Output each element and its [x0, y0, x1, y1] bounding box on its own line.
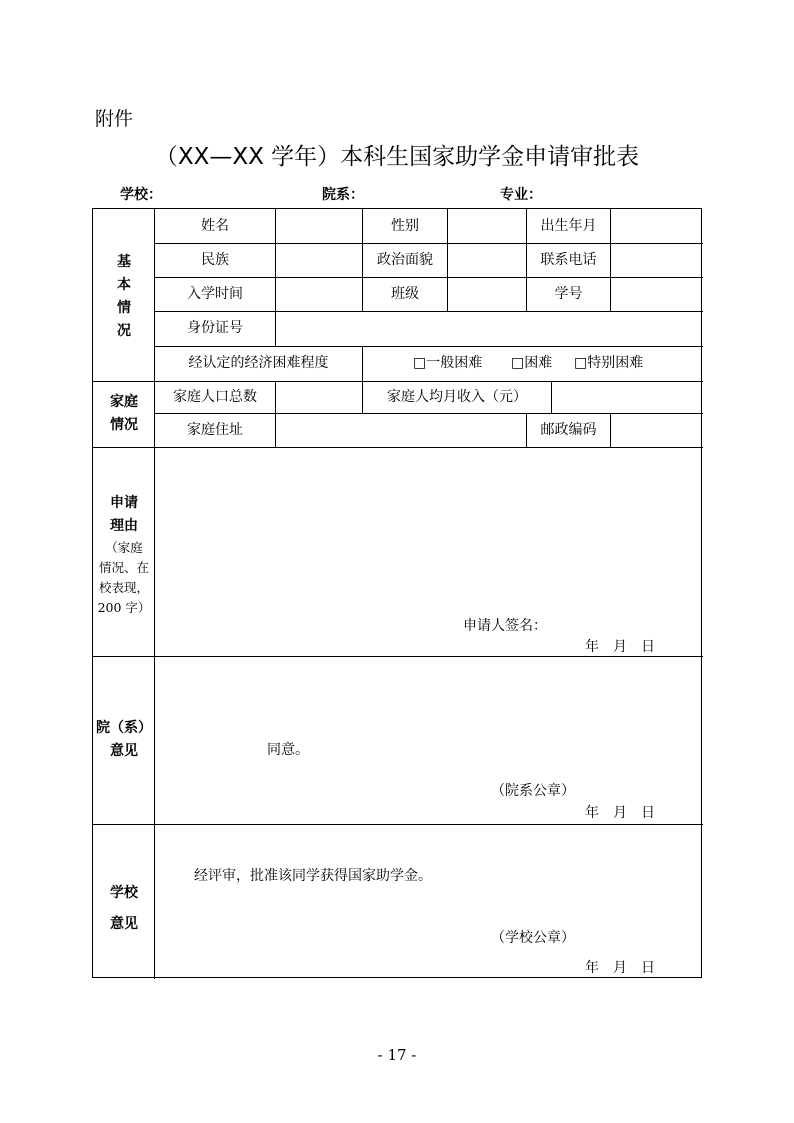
school-opinion-text: 经评审，批准该同学获得国家助学金。: [194, 868, 432, 884]
section-line: [93, 824, 703, 825]
col-line: [275, 209, 276, 346]
reason-note-line: 校表现，: [98, 580, 149, 595]
col-line: [551, 381, 552, 413]
school-opinion-label: [93, 878, 155, 940]
row-line: [155, 346, 703, 347]
label-phone: 联系电话: [540, 252, 597, 268]
col-line: [275, 381, 276, 447]
col-line: [362, 346, 363, 381]
department-opinion-date: 年 月 日: [585, 805, 655, 821]
section-label-line: 意见: [110, 743, 138, 759]
family-section-label: [93, 391, 155, 437]
application-date: 年 月 日: [585, 639, 655, 655]
application-form-table: [92, 208, 702, 978]
section-label-char: 本: [117, 277, 131, 293]
section-label-char: 基: [117, 254, 131, 270]
row-line: [155, 311, 703, 312]
label-family-address: 家庭住址: [187, 422, 243, 438]
applicant-signature-label: 申请人签名：: [463, 618, 547, 634]
school-seal-label: （学校公章）: [491, 930, 575, 946]
label-postal-code: 邮政编码: [540, 422, 597, 438]
reason-section-label: [93, 492, 155, 618]
label-enrollment: 入学时间: [187, 286, 243, 302]
section-label-line: 理由: [110, 518, 138, 534]
section-line: [93, 447, 703, 448]
label-name: 姓名: [201, 218, 229, 234]
row-line: [155, 277, 703, 278]
col-line: [447, 209, 448, 311]
col-line: [610, 413, 611, 447]
label-difficulty-level: 经认定的经济困难程度: [188, 355, 329, 371]
label-birth: 出生年月: [540, 218, 597, 234]
section-label-line: 家庭: [110, 394, 138, 410]
reason-note-line: 200 字）: [97, 600, 151, 615]
school-label: 学校：: [120, 187, 162, 203]
section-label-char: 况: [117, 323, 131, 339]
row-line: [155, 243, 703, 244]
label-class: 班级: [391, 286, 419, 302]
section-label-line: 院（系）: [96, 720, 152, 736]
difficulty-option-extreme[interactable]: □特别困难: [574, 355, 644, 371]
department-opinion-label: [93, 717, 155, 763]
label-id-number: 身份证号: [187, 320, 243, 336]
label-student-id: 学号: [554, 286, 583, 302]
section-label-line: 学校: [110, 885, 138, 901]
difficulty-option-difficult[interactable]: □困难: [511, 355, 553, 371]
label-political-status: 政治面貌: [377, 252, 433, 268]
department-seal-label: （院系公章）: [491, 783, 575, 799]
basic-info-section-label: [93, 251, 155, 343]
section-label-char: 情: [117, 300, 131, 316]
section-label-line: 意见: [110, 916, 138, 932]
reason-note-line: 情况、在: [98, 560, 149, 575]
form-title: （XX—XX 学年）本科生国家助学金申请审批表: [154, 144, 640, 170]
attachment-label: 附件: [95, 108, 134, 130]
label-family-population: 家庭人口总数: [173, 389, 257, 405]
section-line: [93, 656, 703, 657]
school-opinion-date: 年 月 日: [585, 960, 655, 976]
reason-note-line: （家庭: [105, 540, 143, 555]
page-number: - 17 -: [377, 1046, 417, 1064]
section-line: [93, 381, 703, 382]
label-gender: 性别: [391, 218, 419, 234]
department-opinion-text: 同意。: [267, 742, 309, 758]
section-label-line: 情况: [110, 417, 138, 433]
section-label-line: 申请: [110, 495, 138, 511]
difficulty-option-general[interactable]: □一般困难: [413, 355, 483, 371]
label-monthly-income: 家庭人均月收入（元）: [387, 389, 527, 405]
label-ethnicity: 民族: [201, 252, 229, 268]
col-line: [610, 209, 611, 311]
department-label: 院系：: [322, 187, 364, 203]
row-line: [155, 413, 703, 414]
major-label: 专业：: [500, 187, 542, 203]
